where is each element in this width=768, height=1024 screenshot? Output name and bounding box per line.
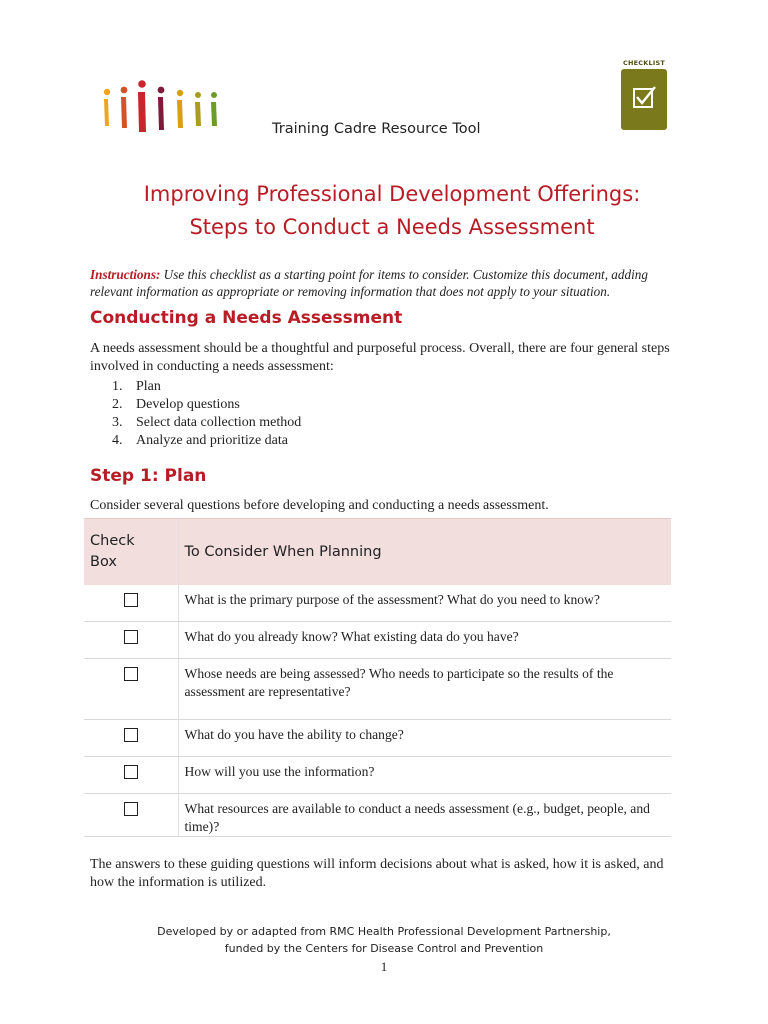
instructions-text: Use this checklist as a starting point for items to consider. Customize this document, adding relevant information as appropriate or removing information that does not apply to your situation. (90, 267, 648, 299)
table-row (84, 585, 671, 622)
table-header-row (84, 519, 671, 585)
checkbox[interactable] (124, 728, 138, 742)
checkbox-cell (84, 757, 178, 794)
list-item (112, 432, 301, 450)
badge-box (621, 69, 667, 130)
table-row (84, 794, 671, 837)
footer (84, 923, 684, 957)
table-cell: What resources are available to conduct a needs assessment (e.g., budget, people, and time)? (178, 794, 671, 837)
checkbox[interactable] (124, 630, 138, 644)
checkbox[interactable] (124, 802, 138, 816)
table-row (84, 720, 671, 757)
list-item (112, 396, 301, 414)
instructions-lead: Instructions: (90, 267, 161, 282)
list-number: 1. (112, 379, 123, 394)
checkbox-cell (84, 720, 178, 757)
column-header-check-box (84, 519, 178, 585)
checkbox[interactable] (124, 593, 138, 607)
column-header-check-line-2: Box (90, 553, 117, 570)
checkbox-cell (84, 585, 178, 622)
checkbox-cell (84, 794, 178, 837)
list-item-label: Plan (136, 379, 161, 394)
section-intro: A needs assessment should be a thoughtful and purposeful process. Overall, there are four general steps involved in conducting a needs assessment: (90, 341, 670, 374)
footer-line-2: funded by the Centers for Disease Control and Prevention (224, 942, 544, 955)
list-item (112, 414, 301, 432)
section-heading-step-1: Step 1: Plan (90, 466, 207, 486)
table-row (84, 659, 671, 720)
instructions (90, 266, 690, 300)
list-item-label: Develop questions (136, 397, 240, 412)
organization-logo (100, 78, 225, 136)
column-header-consider: To Consider When Planning (178, 519, 671, 585)
table-cell: How will you use the information? (178, 757, 671, 794)
checkbox-cell (84, 659, 178, 720)
list-item-label: Analyze and prioritize data (136, 433, 288, 448)
list-number: 4. (112, 433, 123, 448)
resource-tool-label: Training Cadre Resource Tool (272, 121, 481, 137)
list-number: 3. (112, 415, 123, 430)
table-row (84, 622, 671, 659)
checkbox-cell (84, 622, 178, 659)
column-header-check-line-1: Check (90, 532, 135, 549)
section-heading-needs-assessment: Conducting a Needs Assessment (90, 308, 403, 328)
list-number: 2. (112, 397, 123, 412)
logo-figures (104, 80, 217, 132)
checkbox[interactable] (124, 667, 138, 681)
page-title (70, 178, 714, 244)
closing-paragraph: The answers to these guiding questions will inform decisions about what is asked, how it is asked, and how the information is utilized. (90, 857, 664, 890)
table-cell: What is the primary purpose of the assessment? What do you need to know? (178, 585, 671, 622)
planning-checklist-table (84, 518, 671, 837)
title-line-1: Improving Professional Development Offerings: (143, 182, 641, 206)
page-number: 1 (380, 959, 388, 974)
table-cell: What do you have the ability to change? (178, 720, 671, 757)
step-intro: Consider several questions before developing and conducting a needs assessment. (90, 498, 549, 513)
footer-line-1: Developed by or adapted from RMC Health Professional Development Partnership, (157, 925, 611, 938)
list-item-label: Select data collection method (136, 415, 302, 430)
steps-list (112, 378, 301, 450)
checkmark-icon (621, 69, 667, 130)
table-cell: What do you already know? What existing data do you have? (178, 622, 671, 659)
list-item (112, 378, 301, 396)
checkbox[interactable] (124, 765, 138, 779)
badge-label: CHECKLIST (623, 59, 665, 67)
table-cell: Whose needs are being assessed? Who needs to participate so the results of the assessment are representative? (178, 659, 671, 720)
checklist-badge (621, 58, 667, 130)
table-row (84, 757, 671, 794)
title-line-2: Steps to Conduct a Needs Assessment (189, 215, 595, 239)
